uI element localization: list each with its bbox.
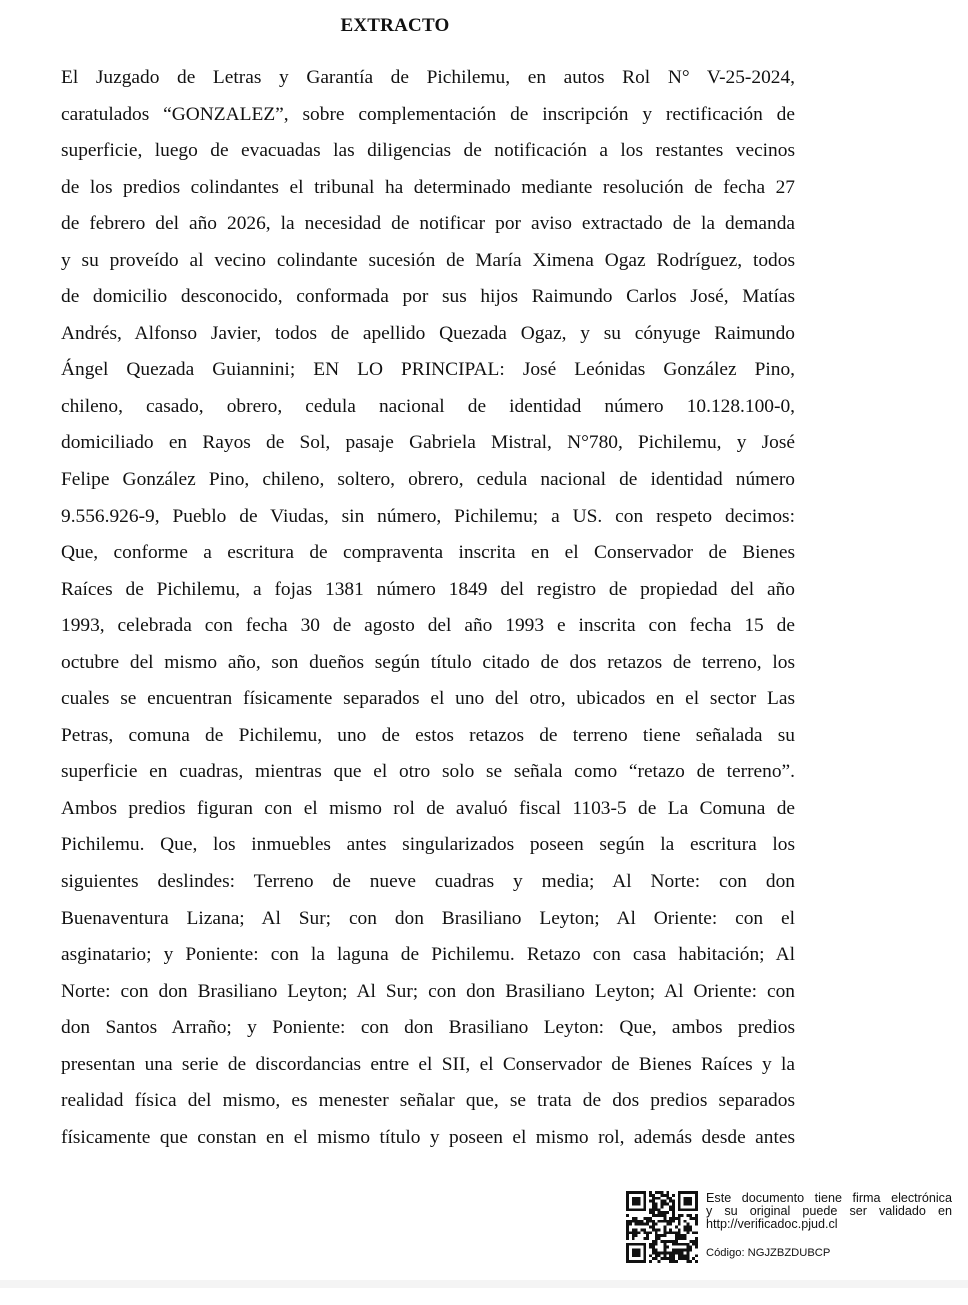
document-text-line: octubre del mismo año, son dueños según título citado de dos retazos de terreno, los <box>61 651 795 673</box>
document-text-line: presentan una serie de discordancias entre el SII, el Conservador de Bienes Raíces y la <box>61 1053 795 1075</box>
document-text-line: Ambos predios figuran con el mismo rol de avaluó fiscal 1103-5 de La Comuna de <box>61 797 795 819</box>
document-text-line: Felipe González Pino, chileno, soltero, obrero, cedula nacional de identidad número <box>61 469 795 491</box>
document-text-line: Petras, comuna de Pichilemu, uno de estos retazos de terreno tiene señalada su <box>61 724 795 746</box>
document-text-line: El Juzgado de Letras y Garantía de Pichilemu, en autos Rol N° V-25-2024, <box>61 67 795 88</box>
signature-notice-line: Este documento tiene firma electrónica <box>706 1191 952 1205</box>
signature-notice <box>706 1192 952 1231</box>
document-text-line: cuales se encuentran físicamente separados el uno del otro, ubicados en el sector Las <box>61 688 795 710</box>
document-text-line: caratulados “GONZALEZ”, sobre complementación de inscripción y rectificación de <box>61 103 795 125</box>
document-body <box>61 64 795 1160</box>
document-text-line: superficie, luego de evacuadas las diligencias de notificación a los restantes vecinos <box>61 140 795 162</box>
page-separator <box>0 1280 968 1288</box>
verification-url[interactable]: http://verificadoc.pjud.cl <box>706 1217 838 1231</box>
document-text-line: asginatario; y Poniente: con la laguna de Pichilemu. Retazo con casa habitación; Al <box>61 944 795 966</box>
document-text-line: Ángel Quezada Guiannini; EN LO PRINCIPAL: José Leónidas González Pino, <box>61 359 795 381</box>
document-text-line: realidad física del mismo, es menester señalar que, se trata de dos predios separados <box>61 1090 795 1112</box>
document-text-line: domiciliado en Rayos de Sol, pasaje Gabriela Mistral, N°780, Pichilemu, y José <box>61 432 795 454</box>
document-text-line: superficie en cuadras, mientras que el otro solo se señala como “retazo de terreno”. <box>61 761 795 783</box>
document-text-line: y su proveído al vecino colindante sucesión de María Ximena Ogaz Rodríguez, todos <box>61 249 795 271</box>
document-text-line: de febrero del año 2026, la necesidad de notificar por aviso extractado de la demanda <box>61 213 795 235</box>
document-text-line: chileno, casado, obrero, cedula nacional de identidad número 10.128.100-0, <box>61 395 795 417</box>
document-text-line: de los predios colindantes el tribunal ha determinado mediante resolución de fecha 27 <box>61 176 795 198</box>
document-text-line: de domicilio desconocido, conformada por sus hijos Raimundo Carlos José, Matías <box>61 286 795 308</box>
document-title: EXTRACTO <box>340 15 450 36</box>
document-text-line: Buenaventura Lizana; Al Sur; con don Brasiliano Leyton; Al Oriente: con el <box>61 907 795 929</box>
document-text-line: Raíces de Pichilemu, a fojas 1381 número 1849 del registro de propiedad del año <box>61 578 795 600</box>
document-text-line: Que, conforme a escritura de compraventa inscrita en el Conservador de Bienes <box>61 542 795 564</box>
document-text-line: físicamente que constan en el mismo título y poseen el mismo rol, además desde antes <box>61 1126 795 1148</box>
document-text-line: Norte: con don Brasiliano Leyton; Al Sur; con don Brasiliano Leyton; Al Oriente: con <box>61 980 795 1002</box>
signature-notice-line: y su original puede ser validado en <box>706 1204 952 1218</box>
document-text-line: Andrés, Alfonso Javier, todos de apellido Quezada Ogaz, y su cónyuge Raimundo <box>61 322 795 344</box>
document-text-line: 9.556.926-9, Pueblo de Viudas, sin número, Pichilemu; a US. con respeto decimos: <box>61 505 795 527</box>
document-text-line: Pichilemu. Que, los inmuebles antes singularizados poseen según la escritura los <box>61 834 795 856</box>
document-text-line: siguientes deslindes: Terreno de nueve cuadras y media; Al Norte: con don <box>61 871 795 893</box>
document-text-line: don Santos Arraño; y Poniente: con don Brasiliano Leyton: Que, ambos predios <box>61 1017 795 1039</box>
electronic-signature-block <box>626 1190 956 1264</box>
verification-code: Código: NGJZBZDUBCP <box>706 1247 831 1259</box>
document-text-line: 1993, celebrada con fecha 30 de agosto del año 1993 e inscrita con fecha 15 de <box>61 615 795 637</box>
qr-code-icon <box>626 1191 698 1263</box>
